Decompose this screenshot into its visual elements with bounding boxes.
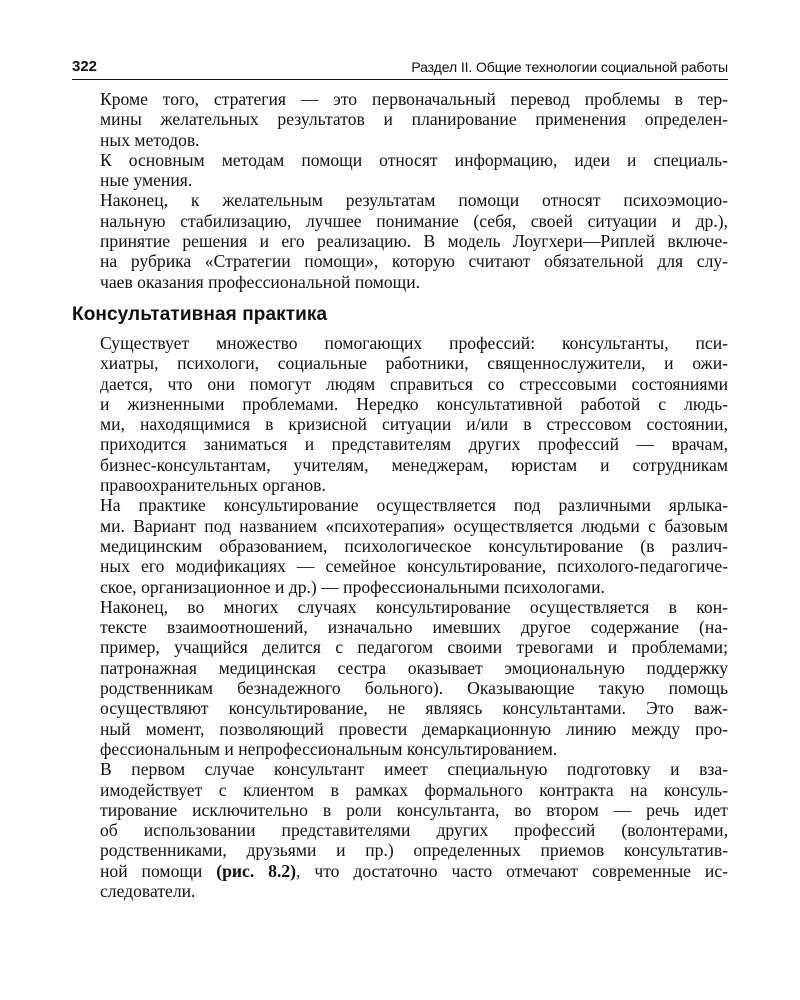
text-line: на рубрика «Стратегии помощи», которую считают обязательной для слу- <box>100 251 728 272</box>
text-line: тирование исключительно в роли консультанта, во втором — речь идет <box>100 799 728 820</box>
text-line: ми. Вариант под названием «психотерапия» осуществляется людьми с базовым <box>100 515 728 536</box>
text-line: фессиональным и непрофессиональным консультированием. <box>100 738 558 759</box>
text-line: тексте взаимоотношений, изначально имевших другое содержание (на- <box>100 617 728 638</box>
text-line: правоохранительных органов. <box>100 475 326 496</box>
text-line: медицинским образованием, психологическое консультирование (в различ- <box>100 535 728 556</box>
text-line: дается, что они помогут людям справиться со стрессовыми состояниями <box>100 373 728 394</box>
text-line: Наконец, во многих случаях консультирование осуществляется в кон- <box>100 596 728 617</box>
text-line: родственникам безнадежного больного). Оказывающие такую помощь <box>100 678 728 699</box>
text-line: ных его модификациях — семейное консультирование, психолого-педагогиче- <box>100 556 728 577</box>
page-number: 322 <box>72 58 98 75</box>
text-line: приходится заниматься и представителям других профессий — врачам, <box>100 434 728 455</box>
paragraph <box>72 89 728 150</box>
text-line-with-figure-ref <box>72 861 728 881</box>
text-line: ных методов. <box>100 129 200 150</box>
paragraph <box>72 333 728 495</box>
text-line: чаев оказания профессиональной помощи. <box>100 271 421 292</box>
text-line: об использовании представителями других профессий (волонтерами, <box>100 820 728 841</box>
text-line: следователи. <box>100 880 196 901</box>
text-line: нальную стабилизацию, лучшее понимание (себя, своей ситуации и др.), <box>100 210 728 231</box>
text-line: В первом случае консультант имеет специальную подготовку и вза- <box>100 759 728 780</box>
paragraph <box>72 759 728 901</box>
running-header <box>72 58 728 80</box>
paragraph <box>72 150 728 191</box>
text-line: принятие решения и его реализацию. В модель Лоугхери—Риплей включе- <box>100 231 728 252</box>
text-line: На практике консультирование осуществляется под различными ярлыка- <box>100 495 728 516</box>
paragraph <box>72 190 728 291</box>
text-line: хиатры, психологи, социальные работники, священнослужители, и ожи- <box>100 353 728 374</box>
text-segment: ной помощи <box>100 860 217 881</box>
text-line: родственниками, друзьями и пр.) определенных приемов консультатив- <box>100 840 728 861</box>
paragraph <box>72 597 728 759</box>
text-line: имодействует с клиентом в рамках формального контракта на консуль- <box>100 779 728 800</box>
text-segment: , что достаточно часто отмечают современные ис- <box>296 860 728 881</box>
text-line: патронажная медицинская сестра оказывает эмоциональную поддержку <box>100 657 728 678</box>
text-line: Кроме того, стратегия — это первоначальный перевод проблемы в тер- <box>100 89 728 109</box>
text-line: осуществляют консультирование, не являясь консультантами. Это важ- <box>100 698 728 719</box>
section-title: Раздел II. Общие технологии социальной работы <box>411 59 728 75</box>
book-page <box>72 58 728 901</box>
text-line: и жизненными проблемами. Нередко консультативной работой с людь- <box>100 393 728 414</box>
text-line: пример, учащийся делится с педагогом своими тревогами и проблемами; <box>100 637 728 658</box>
text-line: Существует множество помогающих профессий: консультанты, пси- <box>100 332 728 353</box>
text-line: мины желательных результатов и планирование применения определен- <box>100 109 728 130</box>
text-line: К основным методам помощи относят информацию, идеи и специаль- <box>100 149 728 170</box>
page-content <box>72 89 728 901</box>
section-heading: Консультативная практика <box>72 303 328 325</box>
text-line: бизнес-консультантам, учителям, менеджерам, юристам и сотрудникам <box>100 454 728 475</box>
text-line: ный момент, позволяющий провести демаркационную линию между про- <box>100 718 728 739</box>
paragraph <box>72 495 728 596</box>
text-line: ское, организационное и др.) — профессиональными психологами. <box>100 576 605 597</box>
text-line: ми, находящимися в кризисной ситуации и/или в стрессовом состоянии, <box>100 414 728 435</box>
text-line: ные умения. <box>100 170 193 191</box>
text-line: Наконец, к желательным результатам помощи относят психоэмоцио- <box>100 190 728 211</box>
figure-reference: (рис. 8.2) <box>216 860 297 881</box>
